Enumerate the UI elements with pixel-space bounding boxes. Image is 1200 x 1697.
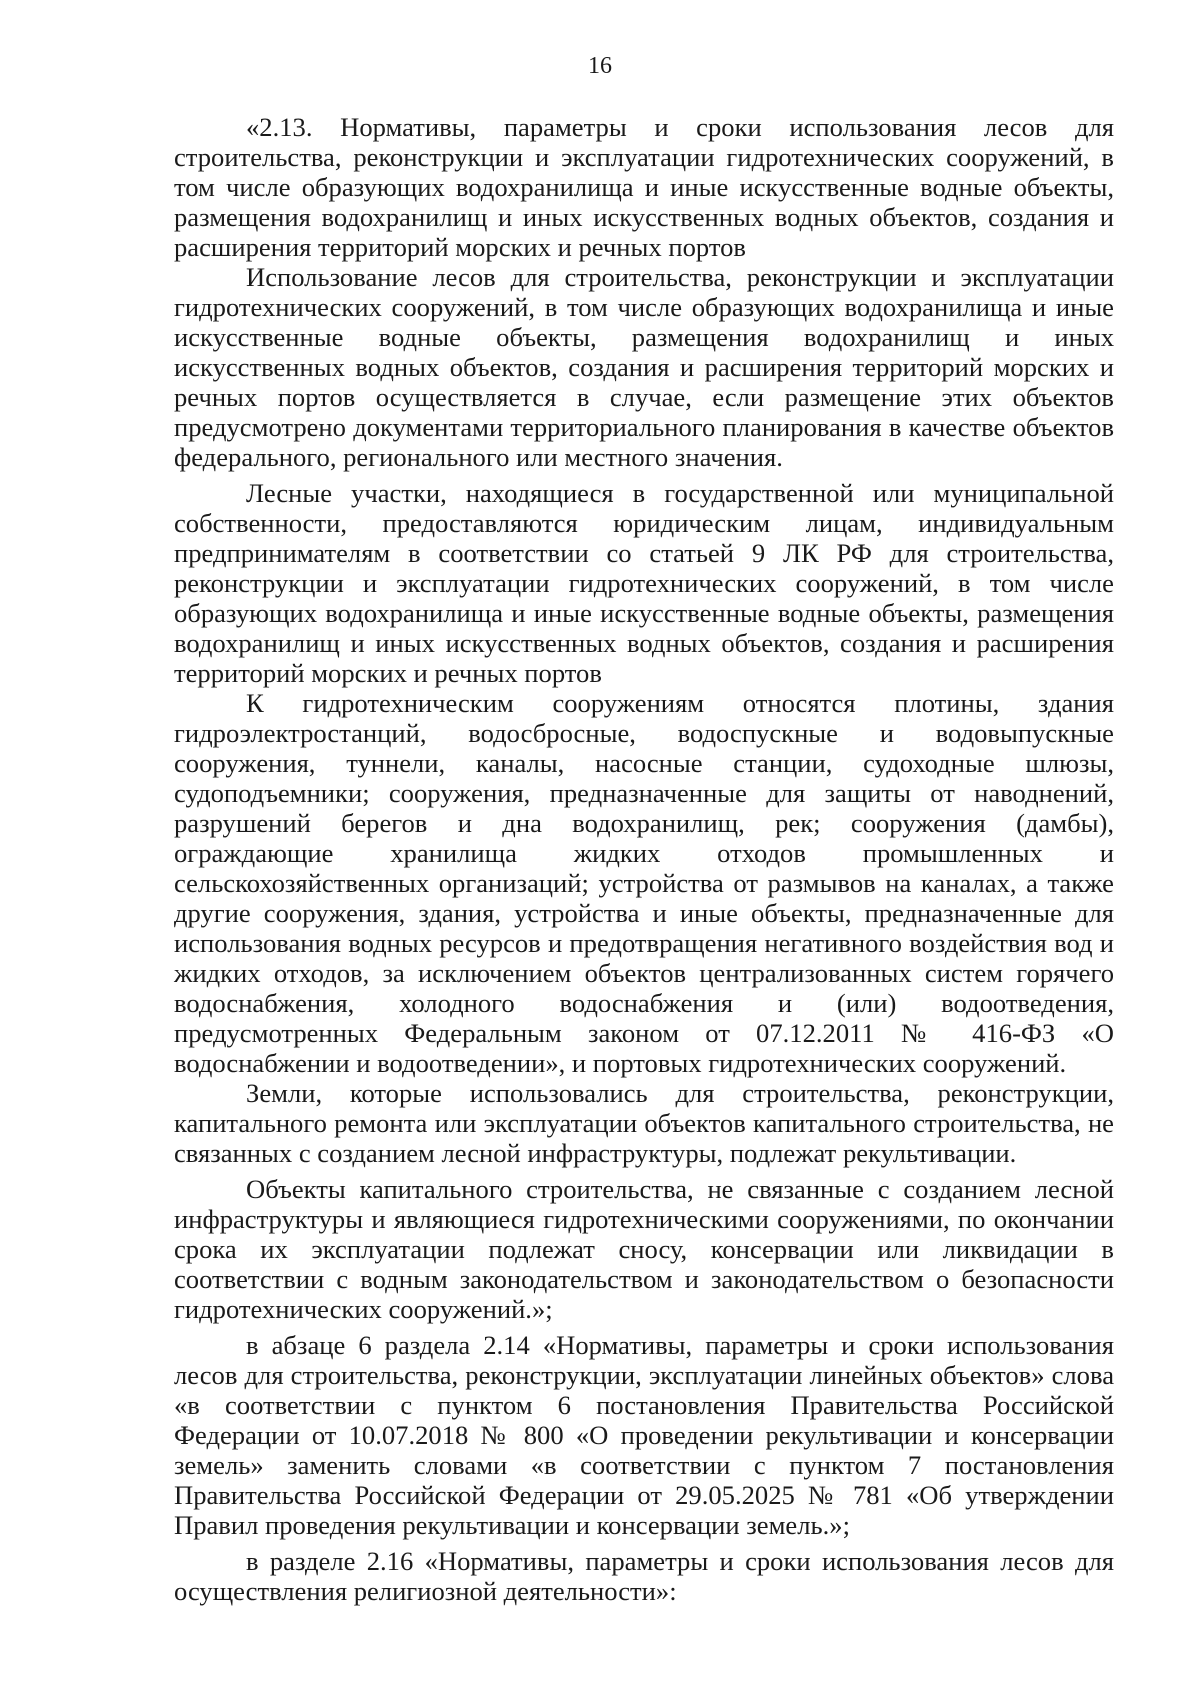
paragraph-section-2-13-heading: «2.13. Нормативы, параметры и сроки использования лесов для строительства, реконструкции и эксплуатации гидротехнических сооружений, в том числе образующих водохранилища и иные искусственные водные объекты, размещения водохранилищ и иных искусственных водных объектов, создания и расширения территорий морских и речных портов bbox=[174, 112, 1114, 262]
paragraph-hydraulic-structures: К гидротехническим сооружениям относятся плотины, здания гидроэлектростанций, водосбросные, водоспускные и водовыпускные сооружения, туннели, каналы, насосные станции, судоходные шлюзы, судоподъемники; сооружения, предназначенные для защиты от наводнений, разрушений берегов и дна водохранилищ, рек; сооружения (дамбы), ограждающие хранилища жидких отходов промышленных и сельскохозяйственных организаций; устройства от размывов на каналах, а также другие сооружения, здания, устройства и иные объекты, предназначенные для использования водных ресурсов и предотвращения негативного воздействия вод и жидких отходов, за исключением объектов централизованных систем горячего водоснабжения, холодного водоснабжения и (или) водоотведения, предусмотренных Федеральным законом от 07.12.2011 № 416-ФЗ «О водоснабжении и водоотведении», и портовых гидротехнических сооружений. bbox=[174, 688, 1114, 1078]
paragraph-amendment-2-16: в разделе 2.16 «Нормативы, параметры и сроки использования лесов для осуществления религиозной деятельности»: bbox=[174, 1546, 1114, 1606]
paragraph-capital-construction: Объекты капитального строительства, не связанные с созданием лесной инфраструктуры и являющиеся гидротехническими сооружениями, по окончании срока их эксплуатации подлежат сносу, консервации или ликвидации в соответствии с водным законодательством и законодательством о безопасности гидротехнических сооружений.»; bbox=[174, 1174, 1114, 1324]
page-number: 16 bbox=[588, 53, 612, 79]
paragraph-land-plots: Лесные участки, находящиеся в государственной или муниципальной собственности, предоставляются юридическим лицам, индивидуальным предпринимателям в соответствии со статьей 9 ЛК РФ для строительства, реконструкции и эксплуатации гидротехнических сооружений, в том числе образующих водохранилища и иные искусственные водные объекты, размещения водохранилищ и иных искусственных водных объектов, создания и расширения территорий морских и речных портов bbox=[174, 478, 1114, 688]
paragraph-amendment-2-14: в абзаце 6 раздела 2.14 «Нормативы, параметры и сроки использования лесов для строительства, реконструкции, эксплуатации линейных объектов» слова «в соответствии с пунктом 6 постановления Правительства Российской Федерации от 10.07.2018 № 800 «О проведении рекультивации и консервации земель» заменить словами «в соответствии с пунктом 7 постановления Правительства Российской Федерации от 29.05.2025 № 781 «Об утверждении Правил проведения рекультивации и консервации земель.»; bbox=[174, 1330, 1114, 1540]
paragraph-reclamation: Земли, которые использовались для строительства, реконструкции, капитального ремонта или эксплуатации объектов капитального строительства, не связанных с созданием лесной инфраструктуры, подлежат рекультивации. bbox=[174, 1078, 1114, 1168]
document-body bbox=[174, 112, 1114, 1606]
paragraph-forest-use: Использование лесов для строительства, реконструкции и эксплуатации гидротехнических сооружений, в том числе образующих водохранилища и иные искусственные водные объекты, размещения водохранилищ и иных искусственных водных объектов, создания и расширения территорий морских и речных портов осуществляется в случае, если размещение этих объектов предусмотрено документами территориального планирования в качестве объектов федерального, регионального или местного значения. bbox=[174, 262, 1114, 472]
